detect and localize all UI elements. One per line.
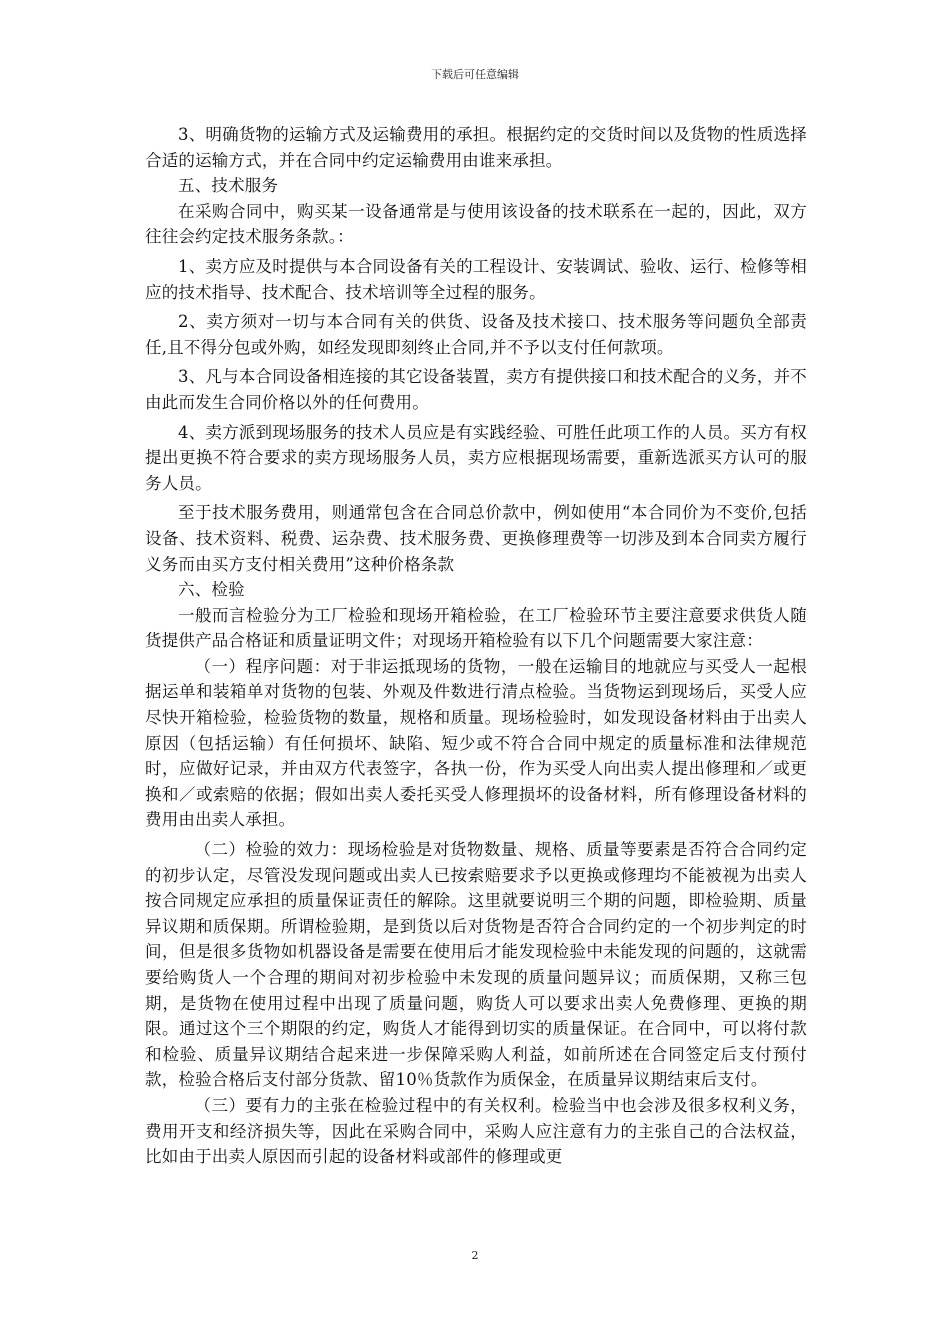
section-heading-inspection: 六、检验	[178, 580, 245, 600]
section-heading-tech-service: 五、技术服务	[178, 176, 279, 196]
paragraph-transport: 3、明确货物的运输方式及运输费用的承担。根据约定的交货时间以及货物的性质选择合适的运输方式，并在合同中约定运输费用由谁来承担。	[145, 125, 807, 170]
paragraph-tech-item-2: 2、卖方须对一切与本合同有关的供货、设备及技术接口、技术服务等问题负全部责任,且不得分包或外购，如经发现即刻终止合同,并不予以支付任何款项。	[145, 312, 807, 357]
paragraph-inspection-rights: （三）要有力的主张在检验过程中的有关权利。检验当中也会涉及很多权利义务，费用开支和经济损失等，因此在采购合同中，采购人应注意有力的主张自己的合法权益，比如由于出卖人原因而引起的设备材料或部件的修理或更	[145, 1095, 807, 1167]
paragraph-inspection-intro: 一般而言检验分为工厂检验和现场开箱检验，在工厂检验环节主要注意要求供货人随货提供产品合格证和质量证明文件；对现场开箱检验有以下几个问题需要大家注意：	[145, 605, 807, 651]
paragraph-tech-item-1: 1、卖方应及时提供与本合同设备有关的工程设计、安装调试、验收、运行、检修等相应的技术指导、技术配合、技术培训等全过程的服务。	[145, 256, 807, 302]
paragraph-tech-item-3: 3、凡与本合同设备相连接的其它设备装置，卖方有提供接口和技术配合的义务，并不由此而发生合同价格以外的任何费用。	[145, 367, 807, 412]
paragraph-inspection-procedure: （一）程序问题：对于非运抵现场的货物，一般在运输目的地就应与买受人一起根据运单和装箱单对货物的包装、外观及件数进行清点检验。当货物运到现场后，买受人应尽快开箱检验，检验货物的数量，规格和质量。现场检验时，如发现设备材料由于出卖人原因（包括运输）有任何损坏、缺陷、短少或不符合合同中规定的质量标准和法律规范时，应做好记录，并由双方代表签字，各执一份，作为买受人向出卖人提出修理和／或更换和／或索赔的依据；假如出卖人委托买受人修理损坏的设备材料，所有修理设备材料的费用由出卖人承担。	[145, 656, 807, 830]
page-header: 下载后可任意编辑	[431, 68, 519, 81]
paragraph-inspection-effect: （二）检验的效力：现场检验是对货物数量、规格、质量等要素是否符合合同约定的初步认定，尽管没发现问题或出卖人已按索赔要求予以更换或修理均不能被视为出卖人按合同规定应承担的质量保证责任的解除。这里就要说明三个期的问题，即检验期、质量异议期和质保期。所谓检验期，是到货以后对货物是否符合合同约定的一个初步判定的时间，但是很多货物如机器设备是需要在使用后才能发现检验中未能发现的问题的，这就需要给购货人一个合理的期间对初步检验中未发现的质量问题异议；而质保期，又称三包期，是货物在使用过程中出现了质量问题，购货人可以要求出卖人免费修理、更换的期限。通过这个三个期限的约定，购货人才能得到切实的质量保证。在合同中，可以将付款和检验、质量异议期结合起来进一步保障采购人利益，如前所述在合同签定后支付预付款，检验合格后支付部分货款、留10％货款作为质保金，在质量异议期结束后支付。	[145, 840, 807, 1090]
page-number: 2	[471, 1249, 479, 1262]
paragraph-tech-fee: 至于技术服务费用，则通常包含在合同总价款中，例如使用“本合同价为不变价,包括设备、技术资料、税费、运杂费、技术服务费、更换修理费等一切涉及到本合同卖方履行义务而由买方支付相关费用”这种价格条款	[145, 503, 807, 574]
paragraph-tech-item-4: 4、卖方派到现场服务的技术人员应是有实践经验、可胜任此项工作的人员。买方有权提出更换不符合要求的卖方现场服务人员，卖方应根据现场需要，重新选派买方认可的服务人员。	[145, 422, 807, 493]
document-body	[145, 122, 807, 1170]
paragraph-tech-intro: 在采购合同中，购买某一设备通常是与使用该设备的技术联系在一起的，因此，双方往往会约定技术服务条款。：	[145, 201, 807, 247]
